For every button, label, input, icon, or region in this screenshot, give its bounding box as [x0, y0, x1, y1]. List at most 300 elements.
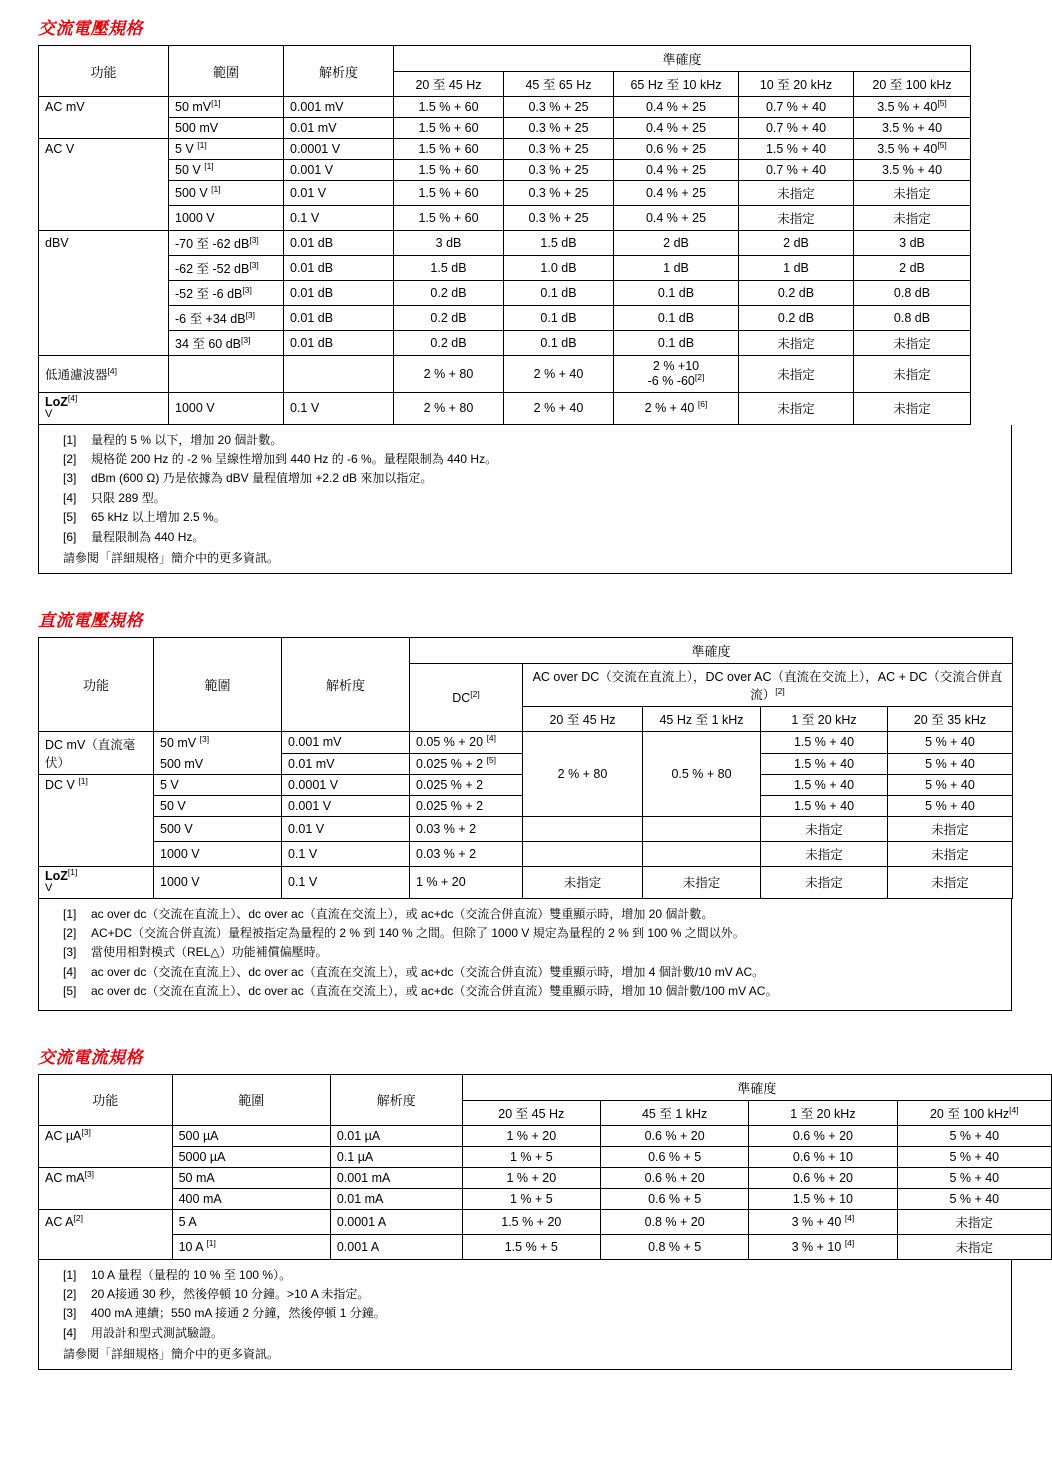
cell-acc-4: 2 dB	[739, 231, 854, 256]
cell-range: 5 A	[172, 1209, 330, 1234]
col-header-range: 範圍	[154, 638, 282, 732]
table-row	[39, 1234, 1052, 1259]
cell-range-sup: [1]	[211, 183, 221, 194]
cell-acc-4: 未指定	[739, 356, 854, 393]
cell-range: 500 mV	[154, 753, 282, 775]
footnote	[45, 470, 1005, 487]
cell-acc-4: 未指定	[897, 1209, 1051, 1234]
cell-function	[39, 160, 169, 181]
cell-acc-4: 5 % + 40	[897, 1146, 1051, 1167]
cell-acc-4: 未指定	[888, 867, 1013, 899]
footnote-text: ac over dc（交流在直流上）、dc over ac（直流在交流上），或 ac+dc（交流合併直流）雙重顯示時，增加 10 個計數/100 mV AC。	[91, 984, 778, 999]
footnote-text: 當使用相對模式（REL△）功能補償偏壓時。	[91, 945, 328, 960]
cell-resolution: 0.1 µA	[330, 1146, 462, 1167]
cell-range: 1000 V	[169, 393, 284, 425]
table-row	[39, 1209, 1052, 1234]
footnotes-ac-voltage	[38, 425, 1012, 574]
cell-acc-4: 0.7 % + 40	[739, 97, 854, 118]
cell-range-sup: [3]	[241, 334, 251, 345]
cell-dc: 1 % + 20	[410, 867, 523, 899]
cell-acc-5: 2 dB	[854, 256, 971, 281]
cell-function	[39, 118, 169, 139]
cell-acc-3: 0.6 % + 20	[749, 1167, 897, 1188]
cell-resolution: 0.01 mV	[282, 753, 410, 775]
cell-function-text: LoZ	[45, 869, 68, 884]
cell-acc-5-sup: [5]	[937, 139, 947, 150]
freq-header-4-text: 20 至 100 kHz	[929, 1106, 1010, 1121]
cell-acc-3: 1.5 % + 40	[761, 732, 888, 754]
footnote	[45, 964, 1005, 981]
cell-resolution: 0.001 A	[330, 1234, 462, 1259]
cell-range-sup: [3]	[249, 259, 259, 270]
cell-acc-1: 1 % + 5	[462, 1188, 600, 1209]
cell-range: 500 V	[154, 817, 282, 842]
footnote-number: [5]	[63, 510, 77, 525]
cell-acc-2: 1.0 dB	[504, 256, 614, 281]
cell-resolution: 0.01 V	[282, 817, 410, 842]
cell-acc-2: 0.1 dB	[504, 281, 614, 306]
cell-acc-2: 0.6 % + 5	[601, 1188, 749, 1209]
cell-range	[169, 97, 284, 118]
cell-acc-3: 0.6 % + 20	[749, 1125, 897, 1146]
cell-range-text: 50 mV	[160, 735, 197, 750]
cell-range-sup: [1]	[211, 97, 221, 108]
col-header-resolution: 解析度	[330, 1074, 462, 1125]
cell-function	[39, 775, 154, 796]
col-header-dc	[410, 664, 523, 732]
footnote-number: [5]	[63, 984, 77, 999]
cell-acc-3-line1: 2 % +10	[652, 359, 700, 373]
freq-header-4-sup: [4]	[1009, 1104, 1019, 1115]
cell-acc-4: 未指定	[739, 331, 854, 356]
footnote-number: [6]	[63, 529, 77, 544]
cell-resolution: 0.01 µA	[330, 1125, 462, 1146]
cell-acc-1: 1.5 % + 60	[394, 206, 504, 231]
cell-acc-4: 5 % + 40	[897, 1167, 1051, 1188]
cell-function	[39, 181, 169, 206]
section-gap-2	[0, 1011, 1052, 1029]
cell-function	[39, 206, 169, 231]
freq-header-1: 20 至 45 Hz	[523, 707, 643, 732]
cell-range: 50 V	[154, 796, 282, 817]
cell-acc-2: 0.3 % + 25	[504, 206, 614, 231]
footnote-number: [4]	[63, 490, 77, 505]
cell-acc-3-sup: [4]	[844, 1237, 855, 1248]
footnote-number: [1]	[63, 432, 77, 447]
cell-range: 5000 µA	[172, 1146, 330, 1167]
cell-range	[169, 181, 284, 206]
cell-acc-5: 未指定	[854, 331, 971, 356]
freq-header-4: 10 至 20 kHz	[739, 72, 854, 97]
cell-acc-1	[523, 842, 643, 867]
cell-resolution: 0.01 dB	[284, 331, 394, 356]
cell-function-sup: [2]	[73, 1212, 83, 1223]
cell-acc-3: 0.6 % + 25	[614, 139, 739, 160]
cell-dc: 0.03 % + 2	[410, 842, 523, 867]
table-row	[39, 160, 971, 181]
section-title-ac-current: 交流電流規格	[38, 1047, 143, 1067]
table-header-row	[39, 1074, 1052, 1100]
cell-acc-3: 未指定	[761, 867, 888, 899]
freq-header-4	[897, 1100, 1051, 1125]
col-header-dc-sup: [2]	[470, 688, 480, 699]
cell-range	[169, 231, 284, 256]
table-row	[39, 281, 971, 306]
cell-acc-3	[614, 356, 739, 393]
cell-acc-3: 0.4 % + 25	[614, 206, 739, 231]
cell-acc-4: 5 % + 40	[888, 732, 1013, 754]
cell-range-sup: [1]	[204, 160, 214, 171]
cell-acc-3: 0.1 dB	[614, 306, 739, 331]
cell-acc-5-sup: [5]	[937, 97, 947, 108]
cell-acc-4: 0.7 % + 40	[739, 118, 854, 139]
cell-resolution: 0.1 V	[284, 206, 394, 231]
cell-acc-2	[643, 817, 761, 842]
cell-acc-2: 0.3 % + 25	[504, 160, 614, 181]
cell-range	[169, 356, 284, 393]
table-header-row	[39, 638, 1013, 664]
cell-acc-2: 0.1 dB	[504, 306, 614, 331]
cell-acc-1: 1.5 % + 60	[394, 181, 504, 206]
footnote-text: 400 mA 連續；550 mA 接通 2 分鐘，然後停頓 1 分鐘。	[91, 1306, 386, 1321]
footnote	[45, 529, 1005, 546]
freq-header-4: 20 至 35 kHz	[888, 707, 1013, 732]
cell-acc-3: 0.1 dB	[614, 331, 739, 356]
cell-acc-2	[643, 842, 761, 867]
cell-function-text: AC mA	[45, 1170, 85, 1185]
footnote-number: [2]	[63, 926, 77, 941]
cell-acc-2: 0.3 % + 25	[504, 139, 614, 160]
col-header-function: 功能	[39, 638, 154, 732]
cell-range	[169, 160, 284, 181]
cell-range	[169, 281, 284, 306]
cell-acc-3: 0.4 % + 25	[614, 181, 739, 206]
footnote-number: [4]	[63, 964, 77, 979]
cell-range: 500 µA	[172, 1125, 330, 1146]
cell-acc-4: 5 % + 40	[888, 753, 1013, 775]
cell-range	[169, 331, 284, 356]
cell-dc-sup: [5]	[486, 754, 497, 765]
section-ac-current	[0, 1043, 1052, 1371]
cell-acc-3: 0.1 dB	[614, 281, 739, 306]
cell-acc-1: 1.5 % + 60	[394, 97, 504, 118]
cell-merged-acc-2: 0.5 % + 80	[643, 732, 761, 817]
footnote-text: 規格從 200 Hz 的 -2 % 呈線性增加到 440 Hz 的 -6 %。量程限制為 440 Hz。	[91, 452, 498, 467]
freq-header-3: 1 至 20 kHz	[761, 707, 888, 732]
cell-acc-5: 0.8 dB	[854, 281, 971, 306]
table-row	[39, 97, 971, 118]
cell-acc-4: 5 % + 40	[897, 1125, 1051, 1146]
cell-acc-1: 1.5 % + 60	[394, 139, 504, 160]
footnote	[45, 1305, 1005, 1322]
cell-acc-3: 2 dB	[614, 231, 739, 256]
cell-range-text: -52 至 -6 dB	[175, 287, 243, 301]
table-row	[39, 118, 971, 139]
footnote-number: [2]	[63, 1287, 77, 1302]
table-row	[39, 206, 971, 231]
cell-resolution: 0.1 V	[282, 867, 410, 899]
cell-acc-4: 0.2 dB	[739, 306, 854, 331]
cell-acc-1: 0.2 dB	[394, 331, 504, 356]
footnote-text: 只限 289 型。	[91, 490, 166, 505]
freq-header-3: 65 Hz 至 10 kHz	[614, 72, 739, 97]
ac-current-table	[38, 1074, 1052, 1260]
freq-header-5: 20 至 100 kHz	[854, 72, 971, 97]
cell-function	[39, 796, 154, 817]
cell-function	[39, 1188, 173, 1209]
cell-dc-sup: [4]	[486, 733, 497, 744]
cell-range-text: 500 V	[175, 186, 208, 200]
section-dc-voltage	[0, 606, 1052, 1011]
cell-resolution: 0.01 mA	[330, 1188, 462, 1209]
cell-acc-3-sup: [2]	[694, 371, 705, 382]
cell-acc-1: 0.2 dB	[394, 281, 504, 306]
cell-function	[39, 356, 169, 393]
cell-function-sup: [3]	[81, 1126, 91, 1137]
cell-function-sup: [1]	[78, 776, 88, 787]
table-row	[39, 139, 971, 160]
cell-acc-3: 0.6 % + 10	[749, 1146, 897, 1167]
table-row	[39, 817, 1013, 842]
cell-resolution: 0.1 V	[284, 393, 394, 425]
footnote-text: ac over dc（交流在直流上）、dc over ac（直流在交流上），或 ac+dc（交流合併直流）雙重顯示時，增加 4 個計數/10 mV AC。	[91, 964, 765, 979]
footnote	[45, 925, 1005, 942]
cell-acc-3-sup: [4]	[844, 1212, 855, 1223]
cell-range	[154, 732, 282, 754]
cell-dc	[410, 753, 523, 775]
footnote-text: 20 A接通 30 秒，然後停頓 10 分鐘。>10 A 未指定。	[91, 1287, 370, 1302]
cell-range: 1000 V	[169, 206, 284, 231]
cell-function	[39, 256, 169, 281]
cell-resolution: 0.01 dB	[284, 281, 394, 306]
cell-acc-3-sup: [6]	[697, 399, 708, 410]
cell-acc-1: 2 % + 80	[394, 393, 504, 425]
col-header-resolution: 解析度	[284, 46, 394, 97]
cell-acc-3: 1.5 % + 10	[749, 1188, 897, 1209]
cell-acc-1: 2 % + 80	[394, 356, 504, 393]
cell-function	[39, 842, 154, 867]
cell-acc-1: 1.5 % + 20	[462, 1209, 600, 1234]
cell-acc-5: 未指定	[854, 393, 971, 425]
cell-range-text: -70 至 -62 dB	[175, 237, 250, 251]
cell-function	[39, 1234, 173, 1259]
cell-acc-3-text: 2 % + 40	[644, 401, 695, 416]
footnote-number: [1]	[63, 1267, 77, 1282]
cell-acc-1: 1 % + 5	[462, 1146, 600, 1167]
cell-acc-2: 2 % + 40	[504, 393, 614, 425]
cell-range: 400 mA	[172, 1188, 330, 1209]
cell-acc-2: 1.5 dB	[504, 231, 614, 256]
cell-range: 5 V	[154, 775, 282, 796]
cell-acc-5	[854, 97, 971, 118]
cell-function-sup: [1]	[67, 866, 78, 877]
cell-range-text: 50 mV	[175, 100, 212, 114]
cell-acc-1: 1.5 % + 5	[462, 1234, 600, 1259]
table-row	[39, 1125, 1052, 1146]
cell-acc-1: 3 dB	[394, 231, 504, 256]
footnote-number: [3]	[63, 1306, 77, 1321]
table-row	[39, 256, 971, 281]
footnote-number: [3]	[63, 945, 77, 960]
cell-resolution: 0.001 mV	[284, 97, 394, 118]
cell-acc-4: 0.7 % + 40	[739, 160, 854, 181]
cell-acc-4: 0.2 dB	[739, 281, 854, 306]
cell-acc-3: 0.4 % + 25	[614, 118, 739, 139]
footnote	[45, 1325, 1005, 1342]
table-row	[39, 1188, 1052, 1209]
cell-resolution: 0.0001 V	[284, 139, 394, 160]
cell-range-text: -6 至 +34 dB	[175, 312, 246, 326]
table-row-loz	[39, 867, 1013, 899]
cell-range: 1000 V	[154, 842, 282, 867]
cell-acc-4: 5 % + 40	[888, 796, 1013, 817]
cell-acc-3: 1 dB	[614, 256, 739, 281]
footnotes-dc-voltage	[38, 899, 1012, 1011]
cell-acc-5: 0.8 dB	[854, 306, 971, 331]
col-header-accuracy: 準確度	[394, 46, 971, 72]
footnote-number: [2]	[63, 452, 77, 467]
cell-range	[169, 256, 284, 281]
cell-acc-3: 未指定	[761, 817, 888, 842]
cell-function-text: AC µA	[45, 1128, 82, 1143]
cell-acc-2: 2 % + 40	[504, 356, 614, 393]
cell-acc-4: 未指定	[888, 842, 1013, 867]
col-header-accuracy: 準確度	[410, 638, 1013, 664]
cell-function: dBV	[39, 231, 169, 256]
cell-acc-2: 0.6 % + 20	[601, 1125, 749, 1146]
document-page	[0, 14, 1052, 1457]
cell-acc-2: 0.8 % + 20	[601, 1209, 749, 1234]
cell-acc-5: 未指定	[854, 356, 971, 393]
cell-acc-2: 0.3 % + 25	[504, 97, 614, 118]
table-row	[39, 842, 1013, 867]
cell-dc-text: 0.025 % + 2	[416, 756, 484, 771]
cell-range-sup: [3]	[249, 234, 259, 245]
cell-function: AC mV	[39, 97, 169, 118]
section-gap-1	[0, 574, 1052, 592]
table-row-lowpass	[39, 356, 971, 393]
cell-acc-5: 未指定	[854, 181, 971, 206]
cell-acc-4: 1 dB	[739, 256, 854, 281]
cell-acc-5: 3.5 % + 40	[854, 160, 971, 181]
cell-acc-4: 5 % + 40	[888, 775, 1013, 796]
cell-acc-2: 0.6 % + 20	[601, 1167, 749, 1188]
cell-resolution	[284, 356, 394, 393]
cell-resolution: 0.01 V	[284, 181, 394, 206]
footnote-number: [1]	[63, 906, 77, 921]
freq-header-2: 45 Hz 至 1 kHz	[643, 707, 761, 732]
cell-range-text: -62 至 -52 dB	[175, 262, 250, 276]
cell-range-text: 5 V	[175, 142, 194, 156]
footnote	[45, 1286, 1005, 1303]
cell-function	[39, 331, 169, 356]
cell-function-sup: [4]	[107, 365, 117, 376]
freq-header-2: 45 至 1 kHz	[601, 1100, 749, 1125]
section-title-ac-voltage: 交流電壓規格	[38, 19, 143, 38]
footnote-footer: 請參閱「詳細規格」簡介中的更多資訊。	[63, 551, 280, 566]
cell-range	[169, 139, 284, 160]
cell-acc-2: 0.3 % + 25	[504, 181, 614, 206]
cell-function	[39, 281, 169, 306]
cell-function-text: AC A	[45, 1214, 74, 1229]
cell-acc-1	[523, 817, 643, 842]
cell-acc-5-text: 3.5 % + 40	[877, 100, 938, 114]
footnote-footer: 請參閱「詳細規格」簡介中的更多資訊。	[63, 1347, 280, 1362]
cell-acc-5-text: 3.5 % + 40	[877, 142, 938, 156]
cell-range-sup: [3]	[242, 284, 252, 295]
cell-acc-1: 0.2 dB	[394, 306, 504, 331]
col-header-resolution: 解析度	[282, 638, 410, 732]
cell-function-subtext: V	[45, 408, 53, 421]
cell-function	[39, 1167, 173, 1188]
cell-function-sup: [3]	[84, 1168, 95, 1179]
table-row	[39, 732, 1013, 754]
table-row	[39, 331, 971, 356]
footnote-text: AC+DC（交流合併直流）量程被指定為量程的 2 % 到 140 % 之間。但除了 1000 V 規定為量程的 2 % 到 100 % 之間以外。	[91, 926, 745, 941]
table-header-row	[39, 46, 971, 72]
cell-acc-5	[854, 139, 971, 160]
footnote	[45, 432, 1005, 449]
cell-function	[39, 1209, 173, 1234]
footnote	[45, 490, 1005, 507]
cell-acc-2: 0.1 dB	[504, 331, 614, 356]
cell-resolution: 0.01 dB	[284, 306, 394, 331]
footnote-text: 10 A 量程（量程的 10 % 至 100 %）。	[91, 1267, 292, 1282]
cell-range: 50 mA	[172, 1167, 330, 1188]
col-header-function: 功能	[39, 1074, 173, 1125]
col-header-accuracy: 準確度	[462, 1074, 1051, 1100]
col-header-range: 範圍	[169, 46, 284, 97]
section-ac-voltage	[0, 14, 1052, 574]
footnote-number: [3]	[63, 471, 77, 486]
footnote-text: dBm (600 Ω) 乃是依據為 dBV 量程值增加 +2.2 dB 來加以指定。	[91, 471, 433, 486]
cell-acc-5: 3.5 % + 40	[854, 118, 971, 139]
cell-resolution: 0.001 mV	[282, 732, 410, 754]
cell-acc-2: 0.6 % + 5	[601, 1146, 749, 1167]
col-header-over	[523, 664, 1013, 707]
footnote	[45, 451, 1005, 468]
footnote-text: 量程的 5 % 以下，增加 20 個計數。	[91, 432, 283, 447]
cell-acc-3	[614, 393, 739, 425]
cell-function	[39, 867, 154, 899]
cell-acc-1: 1 % + 20	[462, 1167, 600, 1188]
cell-range-sup: [3]	[199, 733, 210, 744]
cell-resolution: 0.01 dB	[284, 256, 394, 281]
footnote	[45, 1267, 1005, 1284]
cell-acc-3: 1.5 % + 40	[761, 775, 888, 796]
cell-dc-text: 0.05 % + 20	[416, 735, 484, 750]
cell-dc: 0.025 % + 2	[410, 796, 523, 817]
cell-acc-4: 未指定	[888, 817, 1013, 842]
cell-resolution: 0.001 V	[282, 796, 410, 817]
cell-merged-acc-1: 2 % + 80	[523, 732, 643, 817]
cell-acc-2: 未指定	[643, 867, 761, 899]
cell-dc: 0.03 % + 2	[410, 817, 523, 842]
footnote	[45, 983, 1005, 1000]
cell-function	[39, 1146, 173, 1167]
cell-acc-4: 1.5 % + 40	[739, 139, 854, 160]
freq-header-3: 1 至 20 kHz	[749, 1100, 897, 1125]
cell-acc-3-text: 3 % + 10	[791, 1239, 842, 1254]
cell-acc-3	[749, 1234, 897, 1259]
cell-resolution: 0.001 V	[284, 160, 394, 181]
cell-acc-3-line2: -6 % -60	[647, 374, 695, 388]
cell-resolution: 0.01 dB	[284, 231, 394, 256]
freq-header-2: 45 至 65 Hz	[504, 72, 614, 97]
freq-header-1: 20 至 45 Hz	[394, 72, 504, 97]
cell-acc-1: 1.5 dB	[394, 256, 504, 281]
cell-dc: 0.025 % + 2	[410, 775, 523, 796]
